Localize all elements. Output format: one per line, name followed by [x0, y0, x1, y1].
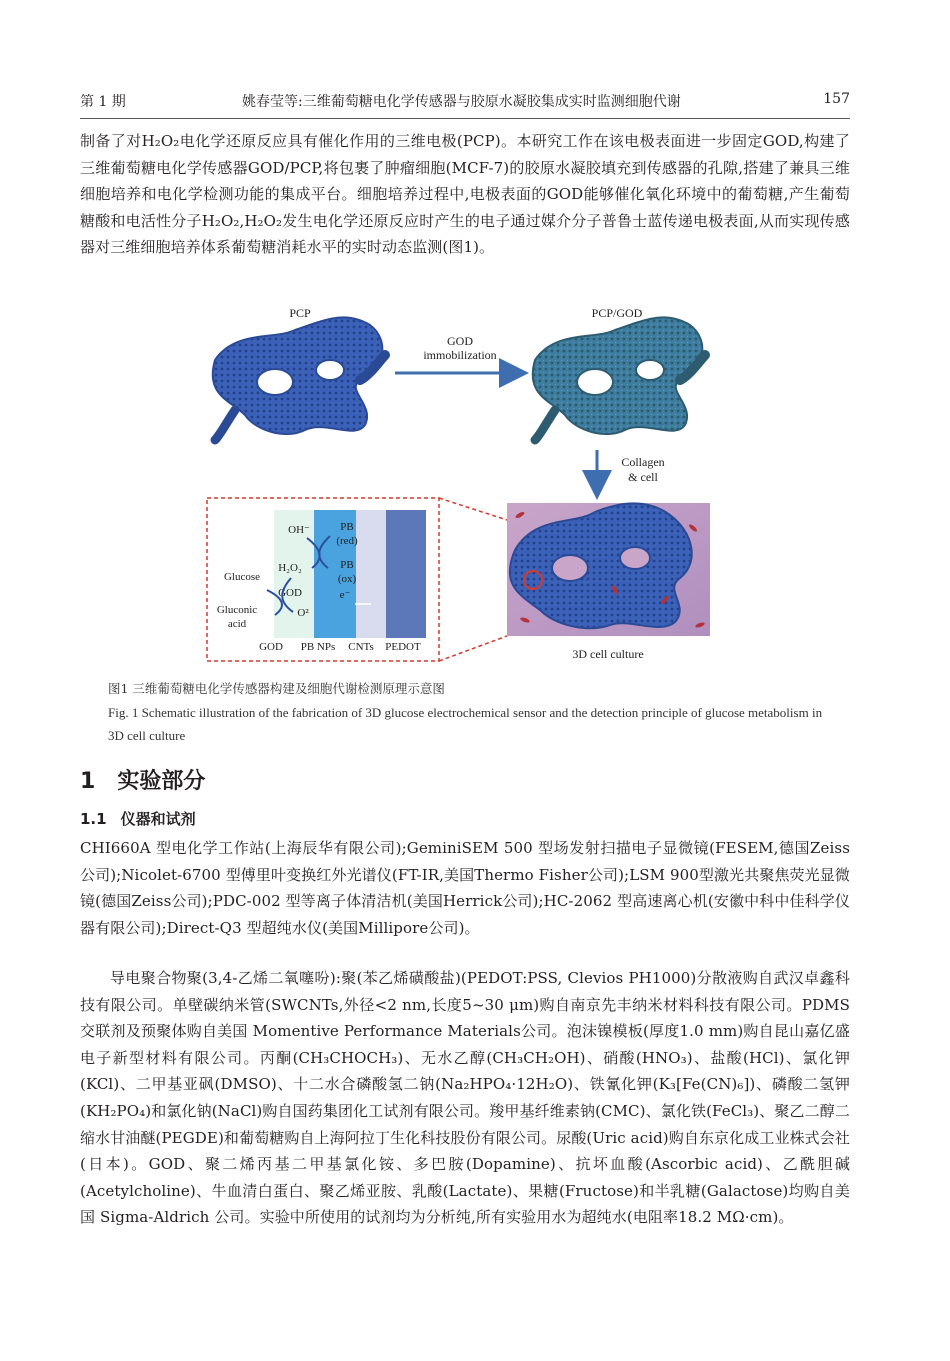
scheme-gluconic-1: Gluconic [216, 604, 258, 616]
scheme-electron: e⁻ [339, 589, 351, 601]
page-number: 157 [823, 91, 850, 107]
pcp-scaffold-image [213, 317, 385, 440]
scheme-o2: O² [297, 607, 309, 619]
arrow1-label-line1: GOD [447, 334, 473, 348]
arrow2-label-line1: Collagen [621, 455, 665, 469]
cell-culture-image [507, 503, 710, 636]
arrow2-label-line2: & cell [628, 470, 658, 484]
layer-label-pedot: PEDOT [385, 641, 421, 653]
reagents-paragraph: 导电聚合物聚(3,4-乙烯二氧噻吩):聚(苯乙烯磺酸盐)(PEDOT:PSS, Clevios PH1000)分散液购自武汉卓鑫科技有限公司。单壁碳纳米管(SWCNTs,外径<2 nm,长度5~30 μm)购自南京先丰纳米材料科技有限公司。PDMS交联剂及预聚体购自美国 Momentive Performance Materials公司。泡沫镍模板(厚度1.0 mm)购自昆山嘉亿盛电子新型材料有限公司。丙酮(CH₃CHOCH₃)、无水乙醇(CH₃CH₂OH)、硝酸(HNO₃)、盐酸(HCl)、氯化钾(KCl)、二甲基亚砜(DMSO)、十二水合磷酸氢二钠(Na₂HPO₄·12H₂O)、铁氰化钾(K₃[Fe(CN)₆])、磷酸二氢钾(KH₂PO₄)和氯化钠(NaCl)购自国药集团化工试剂有限公司。羧甲基纤维素钠(CMC)、氯化铁(FeCl₃)、聚乙二醇二缩水甘油醚(PEGDE)和葡萄糖购自上海阿拉丁生化科技股份有限公司。尿酸(Uric acid)购自东京化成工业株式会社(日本)。GOD、聚二烯丙基二甲基氯化铵、多巴胺(Dopamine)、抗坏血酸(Ascorbic acid)、乙酰胆碱(Acetylcholine)、牛血清白蛋白、聚乙烯亚胺、乳酸(Lactate)、果糖(Fructose)和半乳糖(Galactose)均购自美国 Sigma-Aldrich 公司。实验中所使用的试剂均为分析纯,所有实验用水为超纯水(电阻率18.2 MΩ·cm)。 [80, 969, 850, 1227]
issue-number: 第 1 期 [80, 94, 126, 110]
section-number: 1 [80, 769, 96, 794]
layer-label-cnt: CNTs [348, 641, 374, 653]
zoom-line-bottom [439, 636, 507, 661]
instruments-paragraph: CHI660A 型电化学工作站(上海辰华有限公司);GeminiSEM 500 型场发射扫描电子显微镜(FESEM,德国Zeiss公司);Nicolet-6700 型傅里叶变换红外光谱仪(FT-IR,美国Thermo Fisher公司);LSM 900型激光共聚焦荧光显微镜(德国Zeiss公司);PDC-002 型等离子体清洁机(美国Herrick公司);HC-2062 型高速离心机(安徽中科中佳科学仪器有限公司);Direct-Q3 型超纯水仪(美国Millipore公司)。 [80, 839, 850, 937]
header-rule [80, 118, 850, 119]
section-heading [80, 764, 205, 795]
zoom-line-top [439, 498, 507, 520]
subsection-title: 仪器和试剂 [120, 810, 196, 828]
running-header [80, 91, 850, 115]
scheme-h2o2: H₂O₂ [278, 562, 302, 574]
subsection-number: 1.1 [80, 810, 107, 828]
scheme-pb-red-1: PB [340, 521, 354, 533]
figure-caption-cn: 图1 三维葡萄糖电化学传感器构建及细胞代谢检测原理示意图 [108, 681, 445, 696]
scheme-pb-ox-2: (ox) [337, 573, 357, 585]
arrow1-label-line2: immobilization [423, 348, 497, 362]
scheme-gluconic-2: acid [227, 618, 247, 630]
scheme-god-mid: GOD [278, 587, 302, 599]
scheme-pb-red-2: (red) [336, 535, 358, 547]
label-pcp: PCP [289, 306, 311, 320]
layer-pedot-band [386, 510, 426, 638]
label-pcp-god: PCP/GOD [591, 306, 643, 320]
section-title: 实验部分 [117, 769, 206, 794]
scheme-glucose: Glucose [223, 571, 261, 583]
layer-cnt-band [356, 510, 386, 638]
figure-caption-en: Fig. 1 Schematic illustration of the fabrication of 3D glucose electrochemical sensor and the detection principle of glucose metabolism in 3D cell culture [108, 705, 823, 743]
label-3d-cell-culture: 3D cell culture [572, 647, 644, 661]
subsection-heading [80, 808, 196, 829]
scheme-pb-ox-1: PB [340, 559, 354, 571]
figure-1 [195, 300, 755, 670]
layer-label-god: GOD [259, 641, 283, 653]
pcp-god-scaffold-image [533, 317, 705, 440]
layer-label-pb: PB NPs [300, 641, 336, 653]
running-title: 姚春莹等:三维葡萄糖电化学传感器与胶原水凝胶集成实时监测细胞代谢 [242, 94, 681, 110]
scheme-oh: OH⁻ [288, 524, 310, 536]
intro-paragraph: 制备了对H₂O₂电化学还原反应具有催化作用的三维电极(PCP)。本研究工作在该电极表面进一步固定GOD,构建了三维葡萄糖电化学传感器GOD/PCP,将包裹了肿瘤细胞(MCF-7)的胶原水凝胶填充到传感器的孔隙,搭建了兼具三维细胞培养和电化学检测功能的集成平台。细胞培养过程中,电极表面的GOD能够催化氧化环境中的葡萄糖,产生葡萄糖酸和电活性分子H₂O₂,H₂O₂发生电化学还原反应时产生的电子通过媒介分子普鲁士蓝传递电极表面,从而实现传感器对三维细胞培养体系葡萄糖消耗水平的实时动态监测(图1)。 [80, 132, 850, 257]
figure-1-schematic [195, 300, 755, 670]
